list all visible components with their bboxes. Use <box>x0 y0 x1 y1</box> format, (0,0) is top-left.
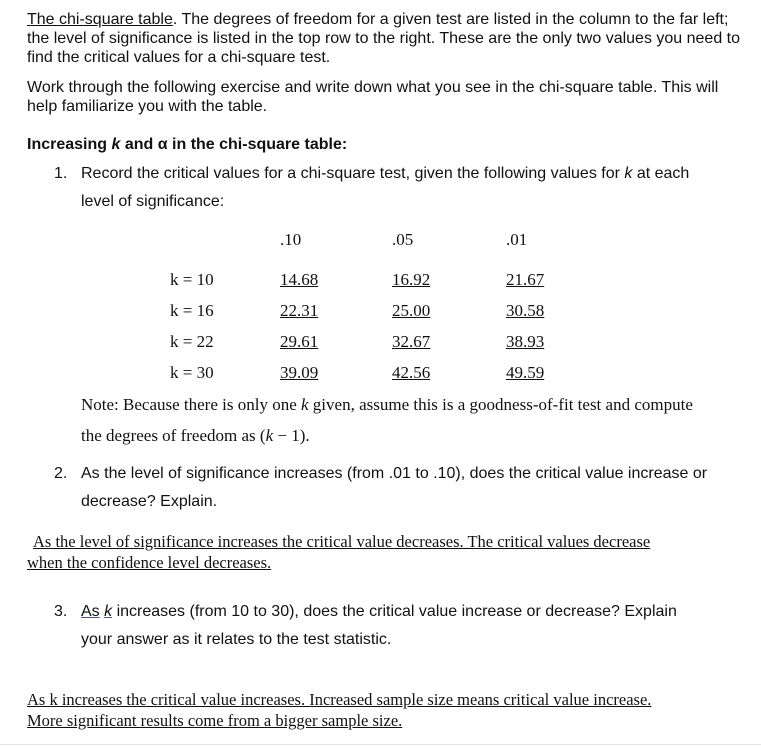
q1-number: 1. <box>54 165 68 182</box>
value-k16-001: 30.58 <box>506 301 545 320</box>
row-label-k22: k = 22 <box>170 332 214 351</box>
q3-number: 3. <box>54 603 68 620</box>
note-line2: the degrees of freedom as (k − 1). <box>81 426 310 445</box>
chi-square-table-link[interactable]: The chi-square table <box>27 11 173 28</box>
value-k22-010: 29.61 <box>280 332 319 351</box>
value-k22-005: 32.67 <box>392 332 431 351</box>
value-k10-010: 14.68 <box>280 270 319 289</box>
value-k10-005: 16.92 <box>392 270 431 289</box>
header-001: .01 <box>506 230 528 249</box>
section-heading: Increasing k and α in the chi-square table: <box>27 136 348 153</box>
value-k16-010: 22.31 <box>280 301 319 320</box>
value-k30-001: 49.59 <box>506 363 545 382</box>
value-k10-001: 21.67 <box>506 270 545 289</box>
note-line1: Note: Because there is only one k given, assume this is a goodness-of-fit test and compute <box>81 395 693 414</box>
answer3-line1[interactable]: As k increases the critical value increases. Increased sample size means critical value increase. <box>27 690 652 709</box>
q1-line2: level of significance: <box>81 193 225 210</box>
intro-text: . The degrees of freedom for a given test are listed in the column to the far left; the level of significance is listed in the top row to the right. These are the only two values you need to find the critical values for a chi-square test. <box>27 11 741 66</box>
value-k30-005: 42.56 <box>392 363 431 382</box>
row-label-k10: k = 10 <box>170 270 214 289</box>
answer3-line2[interactable]: More significant results come from a bigger sample size. <box>27 711 403 730</box>
answer2-line1[interactable]: As the level of significance increases the critical value decreases. The critical values decrease <box>33 532 651 551</box>
q3-line1: As k increases (from 10 to 30), does the critical value increase or decrease? Explain <box>81 603 677 620</box>
q3-line2: your answer as it relates to the test statistic. <box>81 631 392 648</box>
answer2-line2[interactable]: when the confidence level decreases. <box>27 553 272 572</box>
header-005: .05 <box>392 230 414 249</box>
q2-number: 2. <box>54 465 68 482</box>
q1-line1: Record the critical values for a chi-square test, given the following values for k at each <box>81 165 690 182</box>
q2-line2: decrease? Explain. <box>81 493 218 510</box>
value-k22-001: 38.93 <box>506 332 545 351</box>
q2-line1: As the level of significance increases (from .01 to .10), does the critical value increase or <box>81 465 708 482</box>
instruction-paragraph: Work through the following exercise and write down what you see in the chi-square table. This will help familiarize you with the table. <box>27 79 719 115</box>
header-010: .10 <box>280 230 302 249</box>
page-bottom-divider <box>0 744 761 745</box>
row-label-k16: k = 16 <box>170 301 214 320</box>
value-k30-010: 39.09 <box>280 363 319 382</box>
row-label-k30: k = 30 <box>170 363 214 382</box>
value-k16-005: 25.00 <box>392 301 431 320</box>
intro-paragraph <box>27 10 742 67</box>
